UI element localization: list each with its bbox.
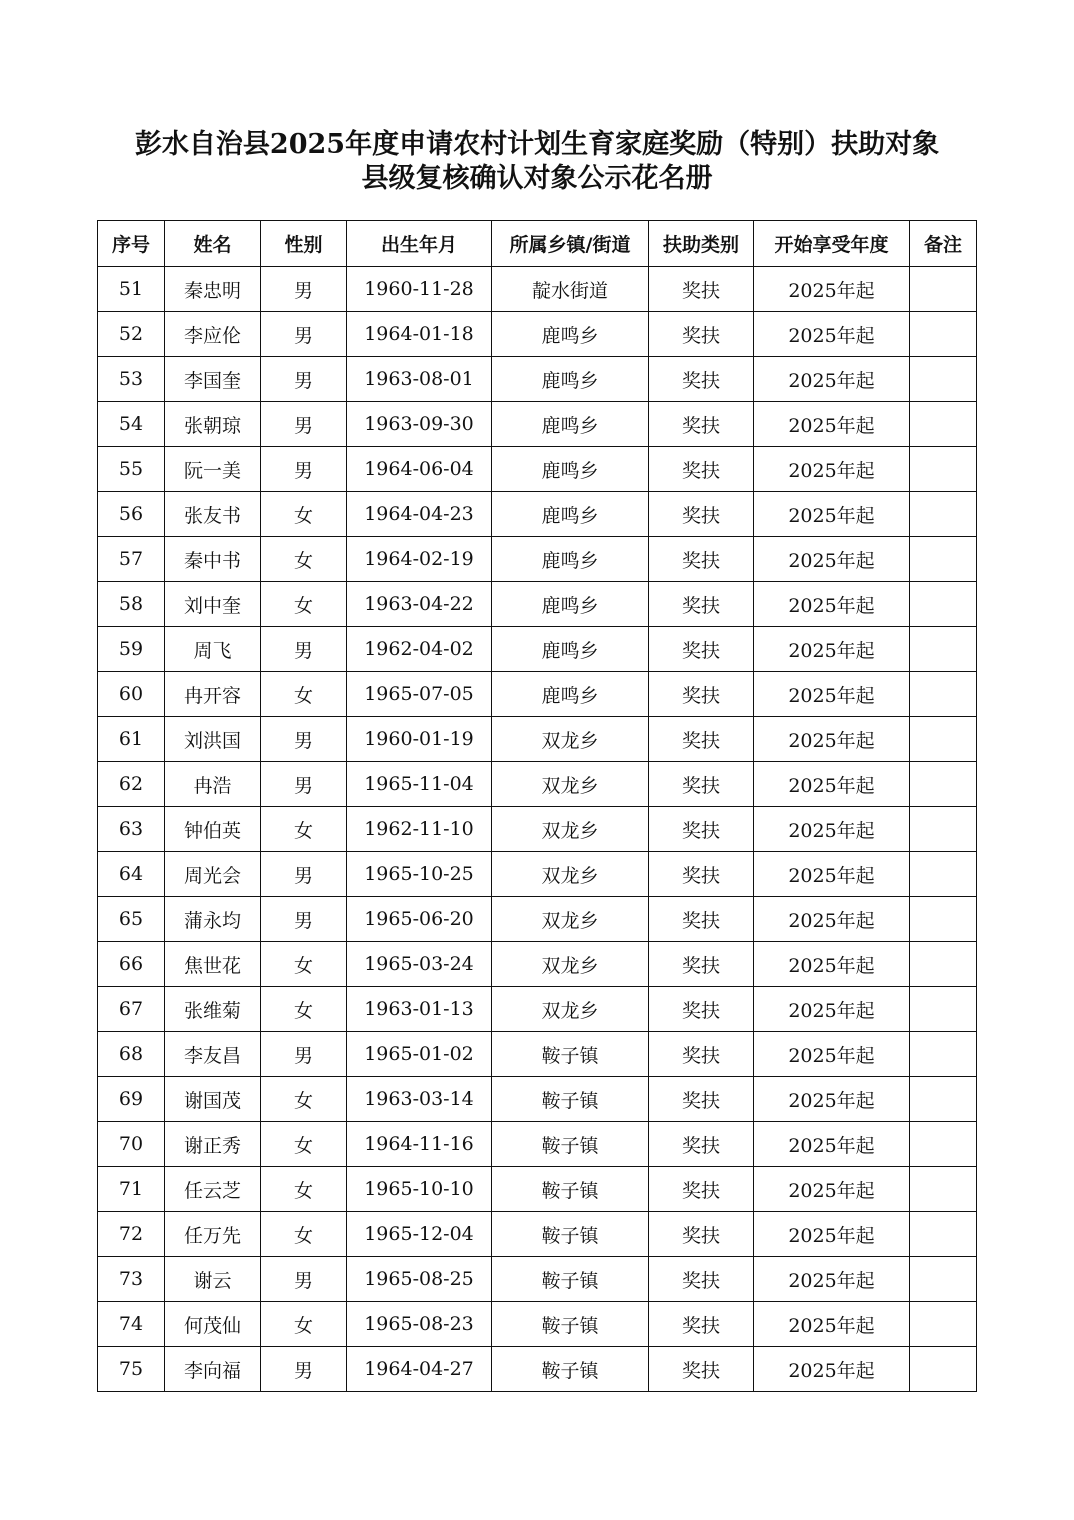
cell-gender: 男 [261,357,347,402]
cell-name: 阮一美 [165,447,261,492]
cell-remarks [910,717,977,762]
cell-serial-number: 72 [98,1212,165,1257]
cell-start-year: 2025年起 [754,627,910,672]
cell-remarks [910,807,977,852]
cell-aid-category: 奖扶 [649,672,754,717]
cell-gender: 女 [261,807,347,852]
cell-serial-number: 56 [98,492,165,537]
cell-name: 张维菊 [165,987,261,1032]
cell-name: 李友昌 [165,1032,261,1077]
header-serial-number: 序号 [98,221,165,267]
cell-serial-number: 54 [98,402,165,447]
cell-start-year: 2025年起 [754,492,910,537]
cell-aid-category: 奖扶 [649,852,754,897]
cell-start-year: 2025年起 [754,537,910,582]
cell-gender: 女 [261,537,347,582]
cell-serial-number: 52 [98,312,165,357]
cell-start-year: 2025年起 [754,267,910,312]
cell-name: 谢国茂 [165,1077,261,1122]
title-line-2: 县级复核确认对象公示花名册 [361,163,713,194]
table-row [98,1167,977,1212]
cell-serial-number: 68 [98,1032,165,1077]
table-row [98,942,977,987]
table-row [98,312,977,357]
cell-name: 钟伯英 [165,807,261,852]
cell-aid-category: 奖扶 [649,942,754,987]
cell-gender: 男 [261,1347,347,1392]
cell-gender: 女 [261,1077,347,1122]
cell-birth-date: 1960-11-28 [347,267,492,312]
cell-serial-number: 59 [98,627,165,672]
cell-name: 秦中书 [165,537,261,582]
cell-birth-date: 1963-01-13 [347,987,492,1032]
cell-start-year: 2025年起 [754,1032,910,1077]
cell-serial-number: 62 [98,762,165,807]
cell-township: 鞍子镇 [492,1122,649,1167]
cell-birth-date: 1964-01-18 [347,312,492,357]
cell-start-year: 2025年起 [754,1302,910,1347]
table-row [98,537,977,582]
cell-serial-number: 58 [98,582,165,627]
cell-start-year: 2025年起 [754,1347,910,1392]
cell-township: 双龙乡 [492,942,649,987]
cell-serial-number: 66 [98,942,165,987]
cell-serial-number: 75 [98,1347,165,1392]
table-row [98,717,977,762]
cell-gender: 男 [261,312,347,357]
cell-remarks [910,1167,977,1212]
cell-birth-date: 1965-06-20 [347,897,492,942]
cell-township: 鹿鸣乡 [492,357,649,402]
cell-remarks [910,447,977,492]
cell-gender: 男 [261,267,347,312]
cell-remarks [910,1347,977,1392]
cell-gender: 男 [261,852,347,897]
table-row [98,852,977,897]
cell-serial-number: 73 [98,1257,165,1302]
cell-aid-category: 奖扶 [649,1122,754,1167]
header-start-year: 开始享受年度 [754,221,910,267]
header-name: 姓名 [165,221,261,267]
cell-start-year: 2025年起 [754,312,910,357]
cell-aid-category: 奖扶 [649,492,754,537]
cell-start-year: 2025年起 [754,402,910,447]
table-row [98,1032,977,1077]
cell-birth-date: 1960-01-19 [347,717,492,762]
cell-start-year: 2025年起 [754,897,910,942]
cell-township: 靛水街道 [492,267,649,312]
cell-gender: 女 [261,672,347,717]
cell-serial-number: 53 [98,357,165,402]
cell-name: 周飞 [165,627,261,672]
cell-remarks [910,987,977,1032]
cell-birth-date: 1963-09-30 [347,402,492,447]
cell-aid-category: 奖扶 [649,627,754,672]
table-row [98,267,977,312]
table-row [98,807,977,852]
table-row [98,762,977,807]
cell-township: 鞍子镇 [492,1032,649,1077]
cell-name: 刘中奎 [165,582,261,627]
cell-gender: 女 [261,492,347,537]
cell-birth-date: 1965-08-25 [347,1257,492,1302]
cell-serial-number: 71 [98,1167,165,1212]
cell-gender: 女 [261,1302,347,1347]
cell-start-year: 2025年起 [754,1077,910,1122]
cell-name: 蒲永均 [165,897,261,942]
cell-gender: 女 [261,942,347,987]
cell-serial-number: 60 [98,672,165,717]
cell-name: 任万先 [165,1212,261,1257]
cell-aid-category: 奖扶 [649,537,754,582]
table-row [98,1257,977,1302]
table-body [98,267,977,1392]
cell-name: 张友书 [165,492,261,537]
cell-remarks [910,1302,977,1347]
cell-aid-category: 奖扶 [649,1347,754,1392]
cell-township: 双龙乡 [492,852,649,897]
cell-start-year: 2025年起 [754,672,910,717]
cell-aid-category: 奖扶 [649,267,754,312]
cell-serial-number: 74 [98,1302,165,1347]
table-row [98,1077,977,1122]
cell-remarks [910,1032,977,1077]
cell-remarks [910,267,977,312]
cell-township: 双龙乡 [492,987,649,1032]
cell-start-year: 2025年起 [754,1257,910,1302]
cell-birth-date: 1965-03-24 [347,942,492,987]
cell-remarks [910,627,977,672]
cell-township: 鹿鸣乡 [492,627,649,672]
cell-name: 冉开容 [165,672,261,717]
cell-remarks [910,357,977,402]
cell-birth-date: 1965-08-23 [347,1302,492,1347]
cell-name: 李国奎 [165,357,261,402]
table-row [98,1347,977,1392]
cell-birth-date: 1964-06-04 [347,447,492,492]
cell-serial-number: 57 [98,537,165,582]
cell-aid-category: 奖扶 [649,1167,754,1212]
cell-aid-category: 奖扶 [649,1302,754,1347]
cell-serial-number: 55 [98,447,165,492]
cell-aid-category: 奖扶 [649,1077,754,1122]
cell-aid-category: 奖扶 [649,582,754,627]
cell-gender: 男 [261,897,347,942]
cell-township: 双龙乡 [492,897,649,942]
cell-remarks [910,492,977,537]
cell-name: 李应伦 [165,312,261,357]
cell-birth-date: 1965-10-25 [347,852,492,897]
cell-remarks [910,1077,977,1122]
table-row [98,897,977,942]
table-row [98,672,977,717]
cell-aid-category: 奖扶 [649,312,754,357]
cell-township: 双龙乡 [492,717,649,762]
cell-serial-number: 65 [98,897,165,942]
cell-aid-category: 奖扶 [649,897,754,942]
cell-gender: 男 [261,717,347,762]
table-row [98,1302,977,1347]
header-township: 所属乡镇/街道 [492,221,649,267]
cell-serial-number: 70 [98,1122,165,1167]
cell-township: 鹿鸣乡 [492,582,649,627]
cell-aid-category: 奖扶 [649,1032,754,1077]
cell-serial-number: 69 [98,1077,165,1122]
cell-gender: 女 [261,1122,347,1167]
cell-township: 鞍子镇 [492,1167,649,1212]
cell-start-year: 2025年起 [754,1167,910,1212]
cell-gender: 男 [261,627,347,672]
cell-birth-date: 1962-04-02 [347,627,492,672]
cell-start-year: 2025年起 [754,1212,910,1257]
cell-gender: 女 [261,1167,347,1212]
cell-township: 鞍子镇 [492,1302,649,1347]
cell-start-year: 2025年起 [754,762,910,807]
cell-start-year: 2025年起 [754,717,910,762]
cell-aid-category: 奖扶 [649,1257,754,1302]
cell-start-year: 2025年起 [754,357,910,402]
cell-remarks [910,672,977,717]
cell-start-year: 2025年起 [754,582,910,627]
header-remarks: 备注 [910,221,977,267]
cell-aid-category: 奖扶 [649,987,754,1032]
cell-aid-category: 奖扶 [649,357,754,402]
cell-birth-date: 1963-04-22 [347,582,492,627]
cell-birth-date: 1964-02-19 [347,537,492,582]
cell-birth-date: 1965-07-05 [347,672,492,717]
cell-township: 鹿鸣乡 [492,492,649,537]
cell-serial-number: 61 [98,717,165,762]
cell-start-year: 2025年起 [754,807,910,852]
cell-remarks [910,942,977,987]
cell-township: 鹿鸣乡 [492,402,649,447]
table-row [98,1122,977,1167]
cell-birth-date: 1965-10-10 [347,1167,492,1212]
cell-remarks [910,1212,977,1257]
table-row [98,987,977,1032]
cell-name: 刘洪国 [165,717,261,762]
table-row [98,357,977,402]
cell-township: 鞍子镇 [492,1257,649,1302]
cell-gender: 男 [261,762,347,807]
title-line-1: 彭水自治县2025年度申请农村计划生育家庭奖励（特别）扶助对象 [134,129,940,160]
cell-serial-number: 64 [98,852,165,897]
cell-township: 双龙乡 [492,807,649,852]
cell-township: 鞍子镇 [492,1077,649,1122]
cell-name: 何茂仙 [165,1302,261,1347]
cell-start-year: 2025年起 [754,987,910,1032]
cell-remarks [910,762,977,807]
cell-birth-date: 1965-11-04 [347,762,492,807]
cell-name: 秦忠明 [165,267,261,312]
cell-name: 冉浩 [165,762,261,807]
cell-gender: 女 [261,582,347,627]
cell-name: 任云芝 [165,1167,261,1212]
cell-township: 鹿鸣乡 [492,537,649,582]
roster-table [97,220,977,1392]
cell-birth-date: 1964-11-16 [347,1122,492,1167]
cell-gender: 男 [261,402,347,447]
cell-serial-number: 51 [98,267,165,312]
cell-gender: 男 [261,1257,347,1302]
cell-serial-number: 63 [98,807,165,852]
cell-name: 谢云 [165,1257,261,1302]
cell-remarks [910,852,977,897]
cell-township: 鹿鸣乡 [492,672,649,717]
cell-birth-date: 1964-04-23 [347,492,492,537]
table-row [98,1212,977,1257]
cell-remarks [910,897,977,942]
cell-gender: 男 [261,447,347,492]
cell-start-year: 2025年起 [754,447,910,492]
table-row [98,447,977,492]
cell-birth-date: 1965-01-02 [347,1032,492,1077]
header-birth-date: 出生年月 [347,221,492,267]
cell-aid-category: 奖扶 [649,807,754,852]
cell-birth-date: 1963-08-01 [347,357,492,402]
document-title [0,128,1074,196]
cell-gender: 男 [261,1032,347,1077]
table-row [98,582,977,627]
cell-township: 鞍子镇 [492,1212,649,1257]
cell-remarks [910,537,977,582]
cell-remarks [910,582,977,627]
cell-township: 鹿鸣乡 [492,447,649,492]
table-row [98,402,977,447]
table-row [98,492,977,537]
cell-birth-date: 1963-03-14 [347,1077,492,1122]
header-gender: 性别 [261,221,347,267]
cell-gender: 女 [261,987,347,1032]
cell-serial-number: 67 [98,987,165,1032]
cell-township: 鹿鸣乡 [492,312,649,357]
cell-remarks [910,312,977,357]
cell-remarks [910,402,977,447]
cell-township: 鞍子镇 [492,1347,649,1392]
cell-aid-category: 奖扶 [649,717,754,762]
cell-birth-date: 1964-04-27 [347,1347,492,1392]
cell-name: 李向福 [165,1347,261,1392]
cell-aid-category: 奖扶 [649,402,754,447]
header-row [98,221,977,267]
cell-remarks [910,1122,977,1167]
cell-start-year: 2025年起 [754,852,910,897]
cell-aid-category: 奖扶 [649,1212,754,1257]
cell-name: 谢正秀 [165,1122,261,1167]
cell-name: 周光会 [165,852,261,897]
cell-gender: 女 [261,1212,347,1257]
cell-name: 张朝琼 [165,402,261,447]
cell-birth-date: 1965-12-04 [347,1212,492,1257]
cell-start-year: 2025年起 [754,1122,910,1167]
header-aid-category: 扶助类别 [649,221,754,267]
cell-aid-category: 奖扶 [649,447,754,492]
table-row [98,627,977,672]
table-header [98,221,977,267]
cell-name: 焦世花 [165,942,261,987]
cell-township: 双龙乡 [492,762,649,807]
cell-remarks [910,1257,977,1302]
cell-birth-date: 1962-11-10 [347,807,492,852]
cell-aid-category: 奖扶 [649,762,754,807]
cell-start-year: 2025年起 [754,942,910,987]
